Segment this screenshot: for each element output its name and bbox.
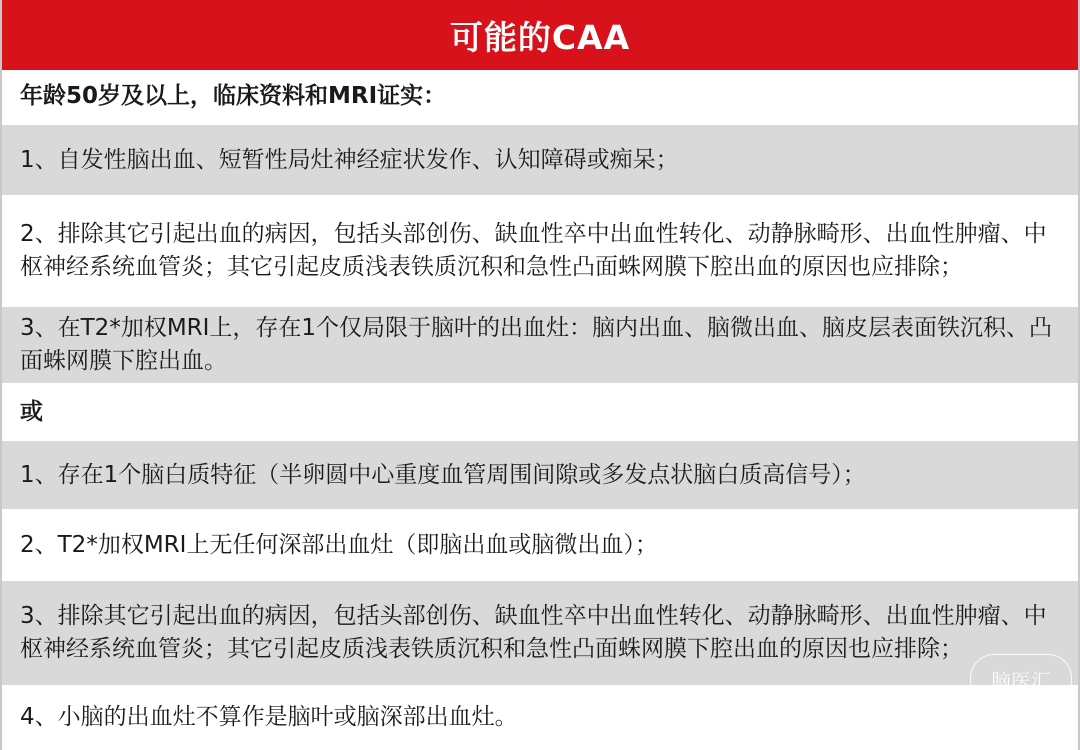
criteria-intro-row bbox=[2, 70, 1078, 125]
alt-criteria-row-4 bbox=[2, 687, 1078, 750]
row-text: 或 bbox=[20, 398, 43, 425]
row-text: 1、存在1个脑白质特征（半卵圆中心重度血管周围间隙或多发点状脑白质高信号）； bbox=[20, 461, 866, 488]
or-separator-row bbox=[2, 385, 1078, 441]
row-text: 1、自发性脑出血、短暂性局灶神经症状发作、认知障碍或痴呆； bbox=[20, 146, 679, 173]
row-text: 2、排除其它引起出血的病因，包括头部创伤、缺血性卒中出血性转化、动静脉畸形、出血性肿瘤、中枢神经系统血管炎；其它引起皮质浅表铁质沉积和急性凸面蛛网膜下腔出血的原因也应排除； bbox=[20, 221, 1047, 280]
criteria-row-1 bbox=[2, 125, 1078, 197]
row-text: 4、小脑的出血灶不算作是脑叶或脑深部出血灶。 bbox=[20, 704, 518, 730]
criteria-row-2 bbox=[2, 197, 1078, 307]
criteria-row-3 bbox=[2, 307, 1078, 385]
watermark-logo: 脑医汇 bbox=[970, 654, 1072, 704]
row-text: 3、排除其它引起出血的病因，包括头部创伤、缺血性卒中出血性转化、动静脉畸形、出血性肿瘤、中枢神经系统血管炎；其它引起皮质浅表铁质沉积和急性凸面蛛网膜下腔出血的原因也应排除； bbox=[20, 603, 1047, 662]
alt-criteria-row-2 bbox=[2, 511, 1078, 581]
row-text: 年龄50岁及以上，临床资料和MRI证实： bbox=[20, 83, 447, 109]
row-text: 3、在T2*加权MRI上，存在1个仅局限于脑叶的出血灶：脑内出血、脑微出血、脑皮层表面铁沉积、凸面蛛网膜下腔出血。 bbox=[20, 315, 1053, 374]
table-title: 可能的CAA bbox=[2, 0, 1078, 70]
alt-criteria-row-1 bbox=[2, 441, 1078, 511]
alt-criteria-row-3 bbox=[2, 581, 1078, 687]
row-text: 2、T2*加权MRI上无任何深部出血灶（即脑出血或脑微出血）； bbox=[20, 531, 658, 558]
